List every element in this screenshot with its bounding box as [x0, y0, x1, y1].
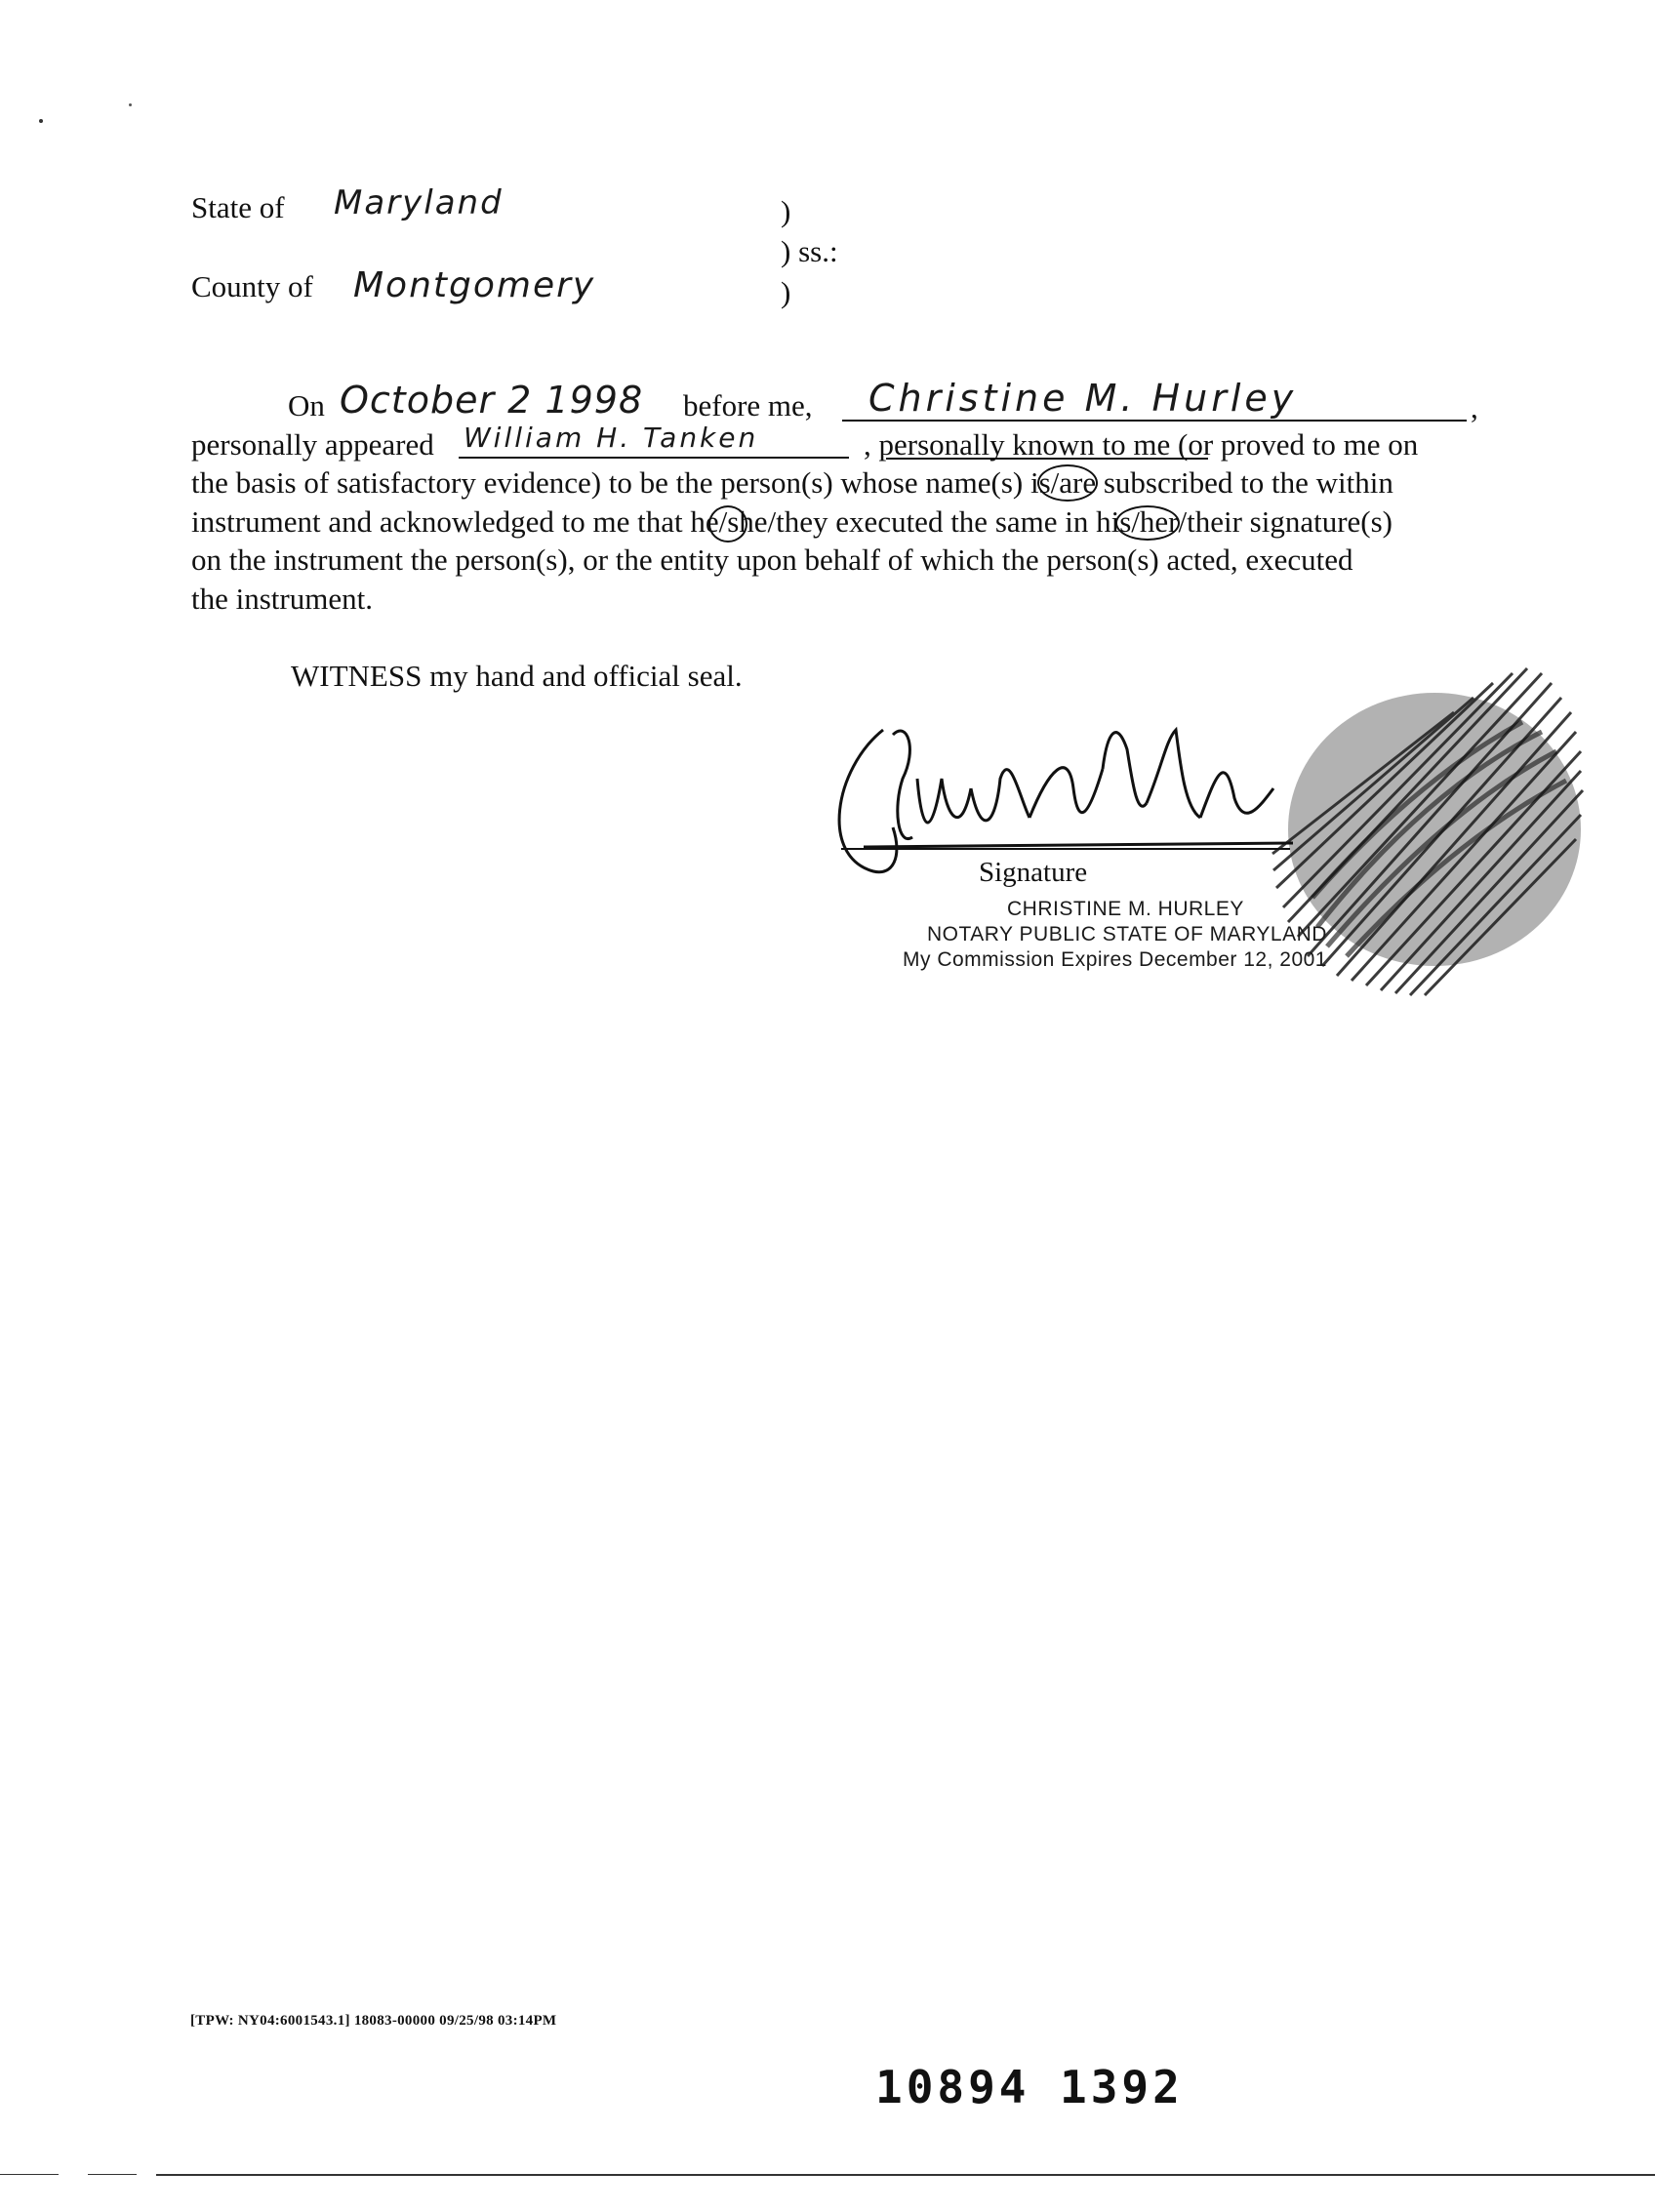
paragraph-line-5: on the instrument the person(s), or the entity upon behalf of which the person(s) acted, executed: [191, 543, 1353, 577]
appearer-name-handwritten: William H. Tanken: [464, 422, 759, 454]
signature-label: Signature: [979, 857, 1088, 888]
paragraph-line-3: the basis of satisfactory evidence) to be the person(s) whose name(s) is/are subscribed to the within: [191, 465, 1393, 500]
stamp-commission-expires: My Commission Expires December 12, 2001: [903, 948, 1327, 971]
state-value-handwritten: Maryland: [334, 183, 504, 222]
stamp-notary-title: NOTARY PUBLIC STATE OF MARYLAND: [927, 923, 1327, 945]
scan-edge-line: [88, 2174, 137, 2175]
scan-speck: [129, 103, 132, 106]
paragraph-line-4: instrument and acknowledged to me that he/she/they executed the same in his/her/their signature(s): [191, 504, 1393, 539]
witness-text: WITNESS my hand and official seal.: [291, 659, 743, 693]
signature-handwritten-text: [0, 0, 1, 1]
line2-tail: , personally known to me (or proved to me on: [864, 427, 1419, 462]
circle-mark-is: [1037, 464, 1098, 502]
date-handwritten: October 2 1998: [340, 379, 644, 422]
document-code: [TPW: NY04:6001543.1] 18083-00000 09/25/98 03:14PM: [190, 2013, 557, 2029]
notary-name-line: [842, 420, 1467, 422]
appearer-name-line: [459, 457, 849, 459]
county-value-handwritten: Montgomery: [353, 265, 596, 305]
signature-line: [841, 848, 1290, 850]
venue-paren-1: ): [781, 194, 791, 228]
personally-known-underline: [886, 458, 1208, 460]
scan-edge-line: [0, 2174, 59, 2175]
stamp-notary-name: CHRISTINE M. HURLEY: [1007, 898, 1244, 920]
page-number-left: 10894: [875, 2061, 1030, 2113]
circle-mark-his: [1115, 505, 1180, 541]
page-number-right: 1392: [1060, 2061, 1184, 2113]
notary-name-handwritten: Christine M. Hurley: [868, 377, 1298, 420]
circle-mark-he: [708, 505, 747, 543]
line1-comma: ,: [1471, 390, 1478, 424]
on-label: On: [288, 388, 325, 422]
venue-paren-3: ): [781, 275, 791, 309]
scan-edge-line: [156, 2174, 1655, 2176]
scan-speck: [39, 119, 43, 123]
state-label: State of: [191, 190, 285, 224]
personally-appeared-label: personally appeared: [191, 427, 434, 462]
paragraph-line-6: the instrument.: [191, 582, 373, 616]
venue-ss: ) ss.:: [781, 234, 838, 268]
county-label: County of: [191, 269, 313, 303]
before-me-label: before me,: [683, 388, 813, 422]
